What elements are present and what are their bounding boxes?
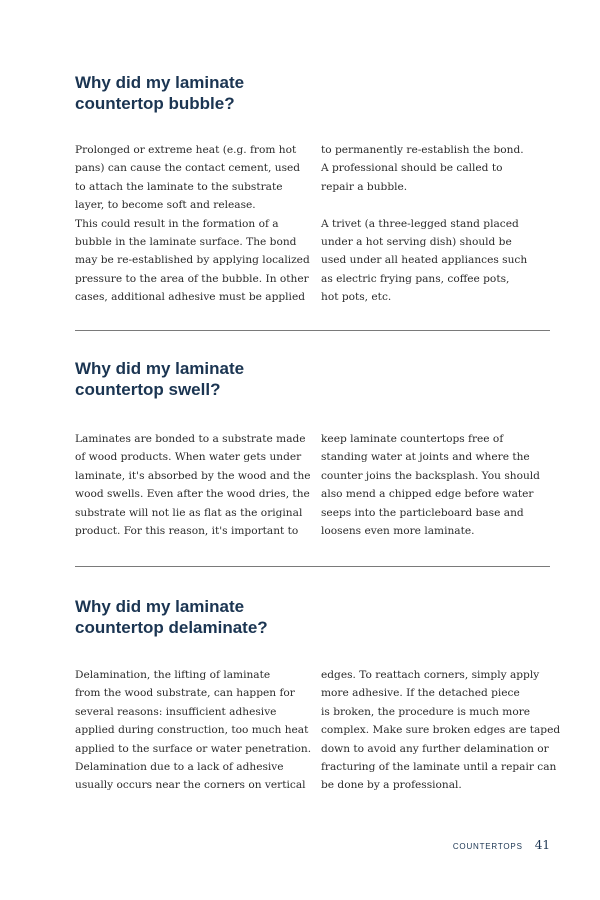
body-line: layer, to become soft and release. — [75, 199, 256, 212]
body-line: more adhesive. If the detached piece — [321, 687, 520, 700]
body-line: seeps into the particleboard base and — [321, 506, 524, 519]
body-column-right — [321, 141, 556, 307]
body-line: product. For this reason, it's important to — [75, 525, 299, 538]
section-divider — [75, 330, 550, 331]
body-line: fracturing of the laminate until a repair can — [321, 761, 557, 774]
body-column-left — [75, 430, 310, 540]
body-line: hot pots, etc. — [321, 291, 392, 304]
heading-line: countertop delaminate? — [75, 618, 268, 637]
body-column-left — [75, 141, 310, 307]
footer-section-label: COUNTERTOPS — [452, 842, 523, 851]
section-delaminate — [75, 596, 561, 792]
body-line: Prolonged or extreme heat (e.g. from hot — [75, 144, 297, 156]
page-number: 41 — [534, 838, 550, 852]
heading-line: Why did my laminate — [75, 597, 245, 616]
body-line: cases, additional adhesive must be applied — [75, 291, 306, 304]
section-heading — [75, 358, 375, 400]
body-line: pans) can cause the contact cement, used — [75, 162, 301, 175]
body-column-left — [75, 666, 310, 795]
heading-line: countertop bubble? — [75, 94, 235, 113]
body-line: under a hot serving dish) should be — [321, 236, 512, 249]
body-line: applied to the surface or water penetration. — [75, 742, 312, 755]
section-swell — [75, 358, 550, 538]
body-line: down to avoid any further delamination or — [321, 742, 549, 755]
body-line: to permanently re-establish the bond. — [321, 144, 524, 156]
body-line: is broken, the procedure is much more — [321, 705, 531, 718]
body-line: A professional should be called to — [321, 162, 503, 175]
body-line: wood swells. Even after the wood dries, the — [75, 488, 310, 501]
section-body — [75, 666, 561, 798]
body-line: repair a bubble. — [321, 180, 408, 193]
body-column-right — [321, 666, 561, 795]
paragraph-gap — [321, 196, 556, 214]
body-line: usually occurs near the corners on vertical — [75, 779, 306, 792]
section-body — [75, 430, 550, 545]
body-line: complex. Make sure broken edges are taped — [321, 724, 561, 737]
body-line: applied during construction, too much heat — [75, 724, 309, 737]
body-line: several reasons: insufficient adhesive — [75, 705, 277, 718]
body-line: Laminates are bonded to a substrate made — [75, 433, 306, 445]
body-line: pressure to the area of the bubble. In other — [75, 272, 309, 285]
body-line: be done by a professional. — [321, 779, 462, 792]
body-line: also mend a chipped edge before water — [321, 488, 534, 501]
body-line: used under all heated appliances such — [321, 254, 528, 267]
body-line: laminate, it's absorbed by the wood and the — [75, 469, 311, 482]
body-line: keep laminate countertops free of — [321, 433, 504, 445]
heading-line: Why did my laminate — [75, 359, 245, 378]
body-line: substrate will not lie as flat as the original — [75, 506, 303, 519]
body-line: loosens even more laminate. — [321, 525, 475, 538]
body-line: Delamination due to a lack of adhesive — [75, 761, 284, 774]
body-column-right — [321, 430, 556, 540]
section-heading — [75, 72, 375, 114]
page-footer — [453, 838, 550, 852]
body-line: to attach the laminate to the substrate — [75, 180, 283, 193]
section-divider — [75, 566, 550, 567]
section-heading — [75, 596, 375, 638]
section-bubble — [75, 72, 550, 304]
body-line: as electric frying pans, coffee pots, — [321, 272, 510, 285]
body-line: A trivet (a three-legged stand placed — [321, 217, 519, 230]
body-line: Delamination, the lifting of laminate — [75, 669, 271, 681]
body-line: from the wood substrate, can happen for — [75, 687, 295, 700]
body-line: may be re-established by applying localized — [75, 254, 310, 267]
body-line: counter joins the backsplash. You should — [321, 469, 540, 482]
body-line: edges. To reattach corners, simply apply — [321, 669, 540, 681]
body-line: of wood products. When water gets under — [75, 451, 302, 464]
body-line: bubble in the laminate surface. The bond — [75, 236, 297, 249]
heading-line: countertop swell? — [75, 380, 221, 399]
heading-line: Why did my laminate — [75, 73, 245, 92]
body-line: This could result in the formation of a — [75, 217, 279, 230]
section-body — [75, 141, 550, 311]
body-line: standing water at joints and where the — [321, 451, 530, 464]
